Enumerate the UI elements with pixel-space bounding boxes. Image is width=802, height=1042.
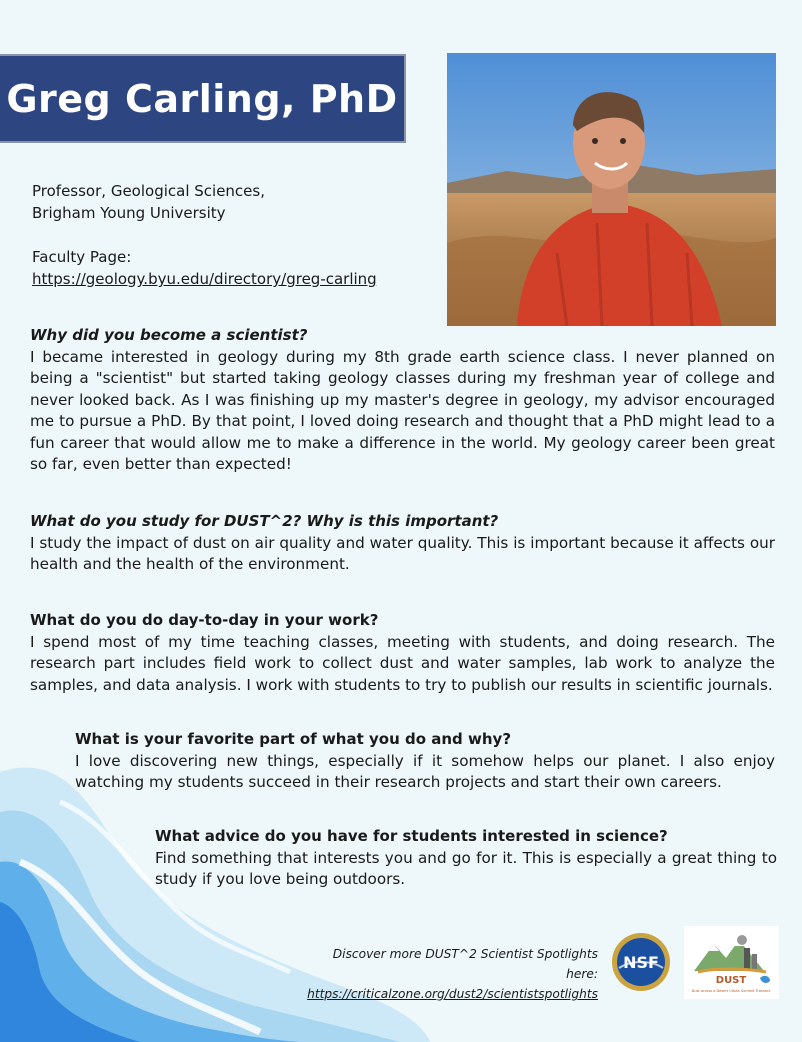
section-why-scientist [30, 325, 775, 476]
discover-text: Discover more DUST^2 Scientist Spotlights here: [332, 947, 598, 981]
dust2-logo [684, 926, 779, 999]
answer-text: I spend most of my time teaching classes, meeting with students, and doing research. The research part includes field work to collect dust and water samples, lab work to analyze the samples, and data analysis. I work with students to try to publish our results in scientific journals. [30, 632, 775, 694]
portrait-photo [447, 53, 776, 326]
position-title: Professor, Geological Sciences, [32, 182, 265, 200]
footer-discover [300, 944, 598, 1004]
institution: Brigham Young University [32, 204, 226, 222]
nsf-logo [611, 932, 671, 992]
question-heading: What is your favorite part of what you do and why? [75, 730, 512, 748]
question-heading: Why did you become a scientist? [30, 326, 308, 344]
dust-logo-tagline: Dust across a Desert Urban Summit Transect [691, 989, 771, 993]
section-day-to-day [30, 610, 775, 696]
answer-text: Find something that interests you and go for it. This is especially a great thing to study if you love being outdoors. [155, 848, 777, 888]
faculty-page-link[interactable]: https://geology.byu.edu/directory/greg-carling [32, 270, 377, 288]
question-heading: What do you study for DUST^2? Why is this important? [30, 512, 499, 530]
name-banner [0, 54, 406, 143]
faculty-page-label: Faculty Page: [32, 248, 132, 266]
dust-logo-text: DUST [715, 975, 747, 986]
answer-text: I study the impact of dust on air quality and water quality. This is important because it affects our health and the health of the environment. [30, 533, 775, 573]
page-title: Greg Carling, PhD [6, 76, 398, 121]
section-favorite-part [75, 729, 775, 794]
nsf-logo-text: NSF [623, 953, 659, 972]
question-heading: What advice do you have for students interested in science? [155, 827, 668, 845]
section-advice [155, 826, 777, 891]
answer-text: I love discovering new things, especially if it somehow helps our planet. I also enjoy watching my students succeed in their research projects and start their own careers. [75, 751, 775, 791]
section-study-dust [30, 511, 775, 576]
spotlights-link[interactable]: https://criticalzone.org/dust2/scientistspotlights [307, 987, 598, 1001]
profile-info [32, 180, 377, 290]
question-heading: What do you do day-to-day in your work? [30, 611, 379, 629]
answer-text: I became interested in geology during my 8th grade earth science class. I never planned on being a "scientist" but started taking geology classes during my freshman year of college and never looked back. As I was finishing up my master's degree in geology, my advisor encouraged me to pursue a PhD. By that point, I loved doing research and thought that a PhD might lead to a fun career that would allow me to make a difference in the world. My geology career been great so far, even better than expected! [30, 347, 775, 473]
